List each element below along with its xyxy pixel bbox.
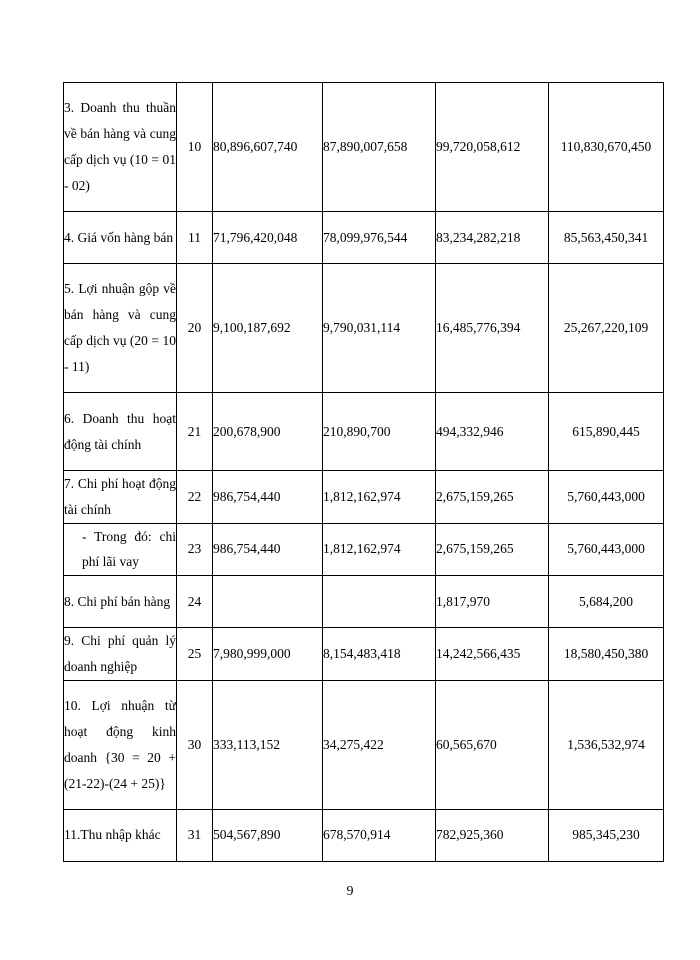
value-cell: 986,754,440: [213, 471, 323, 524]
row-label: 3. Doanh thu thuần về bán hàng và cung cấp dịch vụ (10 = 01 - 02): [64, 83, 177, 212]
value-cell: 1,812,162,974: [323, 471, 436, 524]
table-row: [64, 471, 664, 524]
table-row: [64, 212, 664, 264]
row-label: 4. Giá vốn hàng bán: [64, 212, 177, 264]
row-label: 9. Chi phí quản lý doanh nghiệp: [64, 628, 177, 681]
value-cell: 85,563,450,341: [549, 212, 664, 264]
value-cell: 110,830,670,450: [549, 83, 664, 212]
row-code: 11: [177, 212, 213, 264]
table-row: [64, 264, 664, 393]
value-cell: 78,099,976,544: [323, 212, 436, 264]
row-code: 22: [177, 471, 213, 524]
row-label: 8. Chi phí bán hàng: [64, 576, 177, 628]
value-cell: 5,684,200: [549, 576, 664, 628]
row-code: 31: [177, 809, 213, 861]
value-cell: 8,154,483,418: [323, 628, 436, 681]
value-cell: 80,896,607,740: [213, 83, 323, 212]
row-label: - Trong đó: chi phí lãi vay: [64, 523, 177, 576]
value-cell: 2,675,159,265: [436, 471, 549, 524]
row-label: 10. Lợi nhuận từ hoạt động kinh doanh {30 = 20 + (21-22)-(24 + 25)}: [64, 680, 177, 809]
value-cell: 87,890,007,658: [323, 83, 436, 212]
page-number: 9: [346, 884, 354, 899]
value-cell: 504,567,890: [213, 809, 323, 861]
value-cell: 782,925,360: [436, 809, 549, 861]
value-cell: [323, 576, 436, 628]
value-cell: 9,100,187,692: [213, 264, 323, 393]
row-code: 21: [177, 393, 213, 471]
table-row: [64, 523, 664, 576]
value-cell: 5,760,443,000: [549, 471, 664, 524]
table-row: [64, 680, 664, 809]
value-cell: 494,332,946: [436, 393, 549, 471]
value-cell: 333,113,152: [213, 680, 323, 809]
value-cell: 34,275,422: [323, 680, 436, 809]
value-cell: 1,812,162,974: [323, 523, 436, 576]
value-cell: 2,675,159,265: [436, 523, 549, 576]
row-code: 24: [177, 576, 213, 628]
value-cell: 1,817,970: [436, 576, 549, 628]
value-cell: 1,536,532,974: [549, 680, 664, 809]
value-cell: 14,242,566,435: [436, 628, 549, 681]
value-cell: 60,565,670: [436, 680, 549, 809]
table-row: [64, 83, 664, 212]
row-code: 25: [177, 628, 213, 681]
row-label: 11.Thu nhập khác: [64, 809, 177, 861]
value-cell: 99,720,058,612: [436, 83, 549, 212]
table-row: [64, 628, 664, 681]
value-cell: 16,485,776,394: [436, 264, 549, 393]
row-label: 5. Lợi nhuận gộp về bán hàng và cung cấp dịch vụ (20 = 10 - 11): [64, 264, 177, 393]
income-statement-table: [63, 82, 664, 862]
row-code: 23: [177, 523, 213, 576]
row-code: 10: [177, 83, 213, 212]
value-cell: 83,234,282,218: [436, 212, 549, 264]
row-code: 30: [177, 680, 213, 809]
table-row: [64, 576, 664, 628]
value-cell: 18,580,450,380: [549, 628, 664, 681]
value-cell: 5,760,443,000: [549, 523, 664, 576]
value-cell: 200,678,900: [213, 393, 323, 471]
value-cell: 71,796,420,048: [213, 212, 323, 264]
table-row: [64, 809, 664, 861]
value-cell: 210,890,700: [323, 393, 436, 471]
value-cell: 9,790,031,114: [323, 264, 436, 393]
table-row: [64, 393, 664, 471]
value-cell: [213, 576, 323, 628]
value-cell: 985,345,230: [549, 809, 664, 861]
value-cell: 7,980,999,000: [213, 628, 323, 681]
row-label: 6. Doanh thu hoạt động tài chính: [64, 393, 177, 471]
row-code: 20: [177, 264, 213, 393]
value-cell: 615,890,445: [549, 393, 664, 471]
value-cell: 986,754,440: [213, 523, 323, 576]
row-label: 7. Chi phí hoạt động tài chính: [64, 471, 177, 524]
value-cell: 678,570,914: [323, 809, 436, 861]
value-cell: 25,267,220,109: [549, 264, 664, 393]
